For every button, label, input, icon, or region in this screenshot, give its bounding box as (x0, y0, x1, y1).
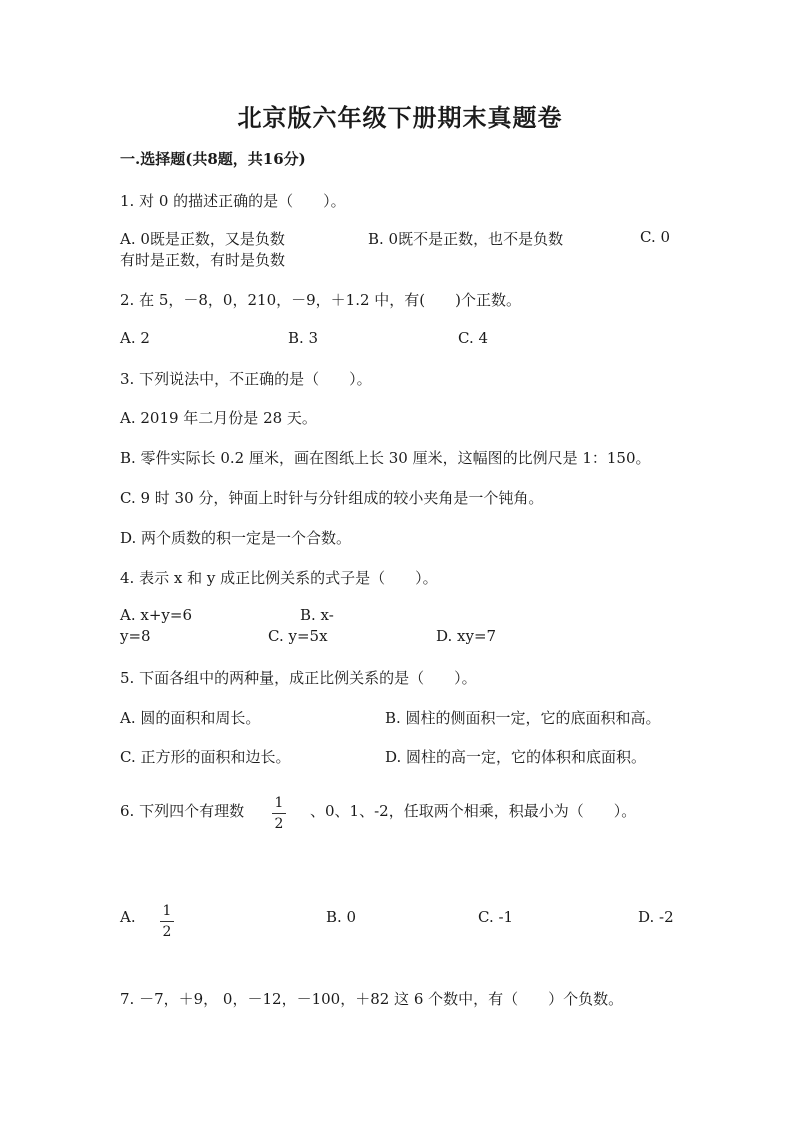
question-2-option-b: B. 3 (288, 329, 319, 347)
question-6-option-d: D. -2 (638, 908, 674, 926)
question-6-option-a: A. (120, 908, 136, 926)
question-5-stem: 5. 下面各组中的两种量，成正比例关系的是（ ）。 (120, 669, 477, 687)
question-2-option-a: A. 2 (120, 329, 150, 347)
question-6-stem-start: 6. 下列四个有理数 (120, 802, 245, 820)
question-1-option-c-continued: 有时是正数，有时是负数 (120, 251, 286, 269)
question-5-option-a: A. 圆的面积和周长。 (120, 709, 261, 727)
question-7-stem: 7. －7，＋9， 0，－12，－100，＋82 这 6 个数中，有（ ）个负数。 (120, 990, 624, 1008)
question-5-option-d: D. 圆柱的高一定，它的体积和底面积。 (385, 748, 647, 766)
fraction-bar (272, 813, 286, 814)
section-heading: 一.选择题(共8题，共16分) (120, 150, 306, 168)
question-1-option-b: B. 0既不是正数，也不是负数 (368, 230, 564, 248)
question-3-option-b: B. 零件实际长 0.2 厘米，画在图纸上长 30 厘米，这幅图的比例尺是 1：150。 (120, 449, 651, 467)
fraction-numerator: 1 (274, 795, 284, 811)
question-4-option-b-continued: y=8 (120, 627, 151, 645)
question-6-fraction (272, 792, 286, 832)
question-6-option-c: C. -1 (478, 908, 514, 926)
question-4-option-a: A. x+y=6 (120, 606, 192, 624)
fraction-denominator: 2 (162, 924, 172, 940)
question-3-stem: 3. 下列说法中，不正确的是（ ）。 (120, 370, 372, 388)
question-5-option-b: B. 圆柱的侧面积一定，它的底面积和高。 (385, 709, 661, 727)
fraction-numerator: 1 (162, 903, 172, 919)
question-6-option-a-fraction (160, 900, 174, 940)
page-title: 北京版六年级下册期末真题卷 (237, 103, 563, 132)
question-6-stem-end: 、0、1、-2，任取两个相乘，积最小为（ ）。 (310, 802, 637, 820)
question-1-stem: 1. 对 0 的描述正确的是（ ）。 (120, 192, 346, 210)
fraction-denominator: 2 (274, 816, 284, 832)
question-4-option-b: B. x- (300, 606, 334, 624)
fraction-bar (160, 921, 174, 922)
question-2-option-c: C. 4 (458, 329, 489, 347)
question-4-option-c: C. y=5x (268, 627, 328, 645)
question-3-option-c: C. 9 时 30 分，钟面上时针与分针组成的较小夹角是一个钝角。 (120, 489, 544, 507)
question-4-stem: 4. 表示 x 和 y 成正比例关系的式子是（ ）。 (120, 569, 438, 587)
question-3-option-d: D. 两个质数的积一定是一个合数。 (120, 529, 352, 547)
question-3-option-a: A. 2019 年二月份是 28 天。 (120, 409, 317, 427)
question-1-option-c: C. 0 (640, 228, 671, 246)
question-1-option-a: A. 0既是正数，又是负数 (120, 230, 285, 248)
question-4-option-d: D. xy=7 (436, 627, 497, 645)
question-2-stem: 2. 在 5，－8，0，210，－9，＋1.2 中，有( )个正数。 (120, 291, 521, 309)
question-5-option-c: C. 正方形的面积和边长。 (120, 748, 291, 766)
question-6-option-b: B. 0 (326, 908, 357, 926)
